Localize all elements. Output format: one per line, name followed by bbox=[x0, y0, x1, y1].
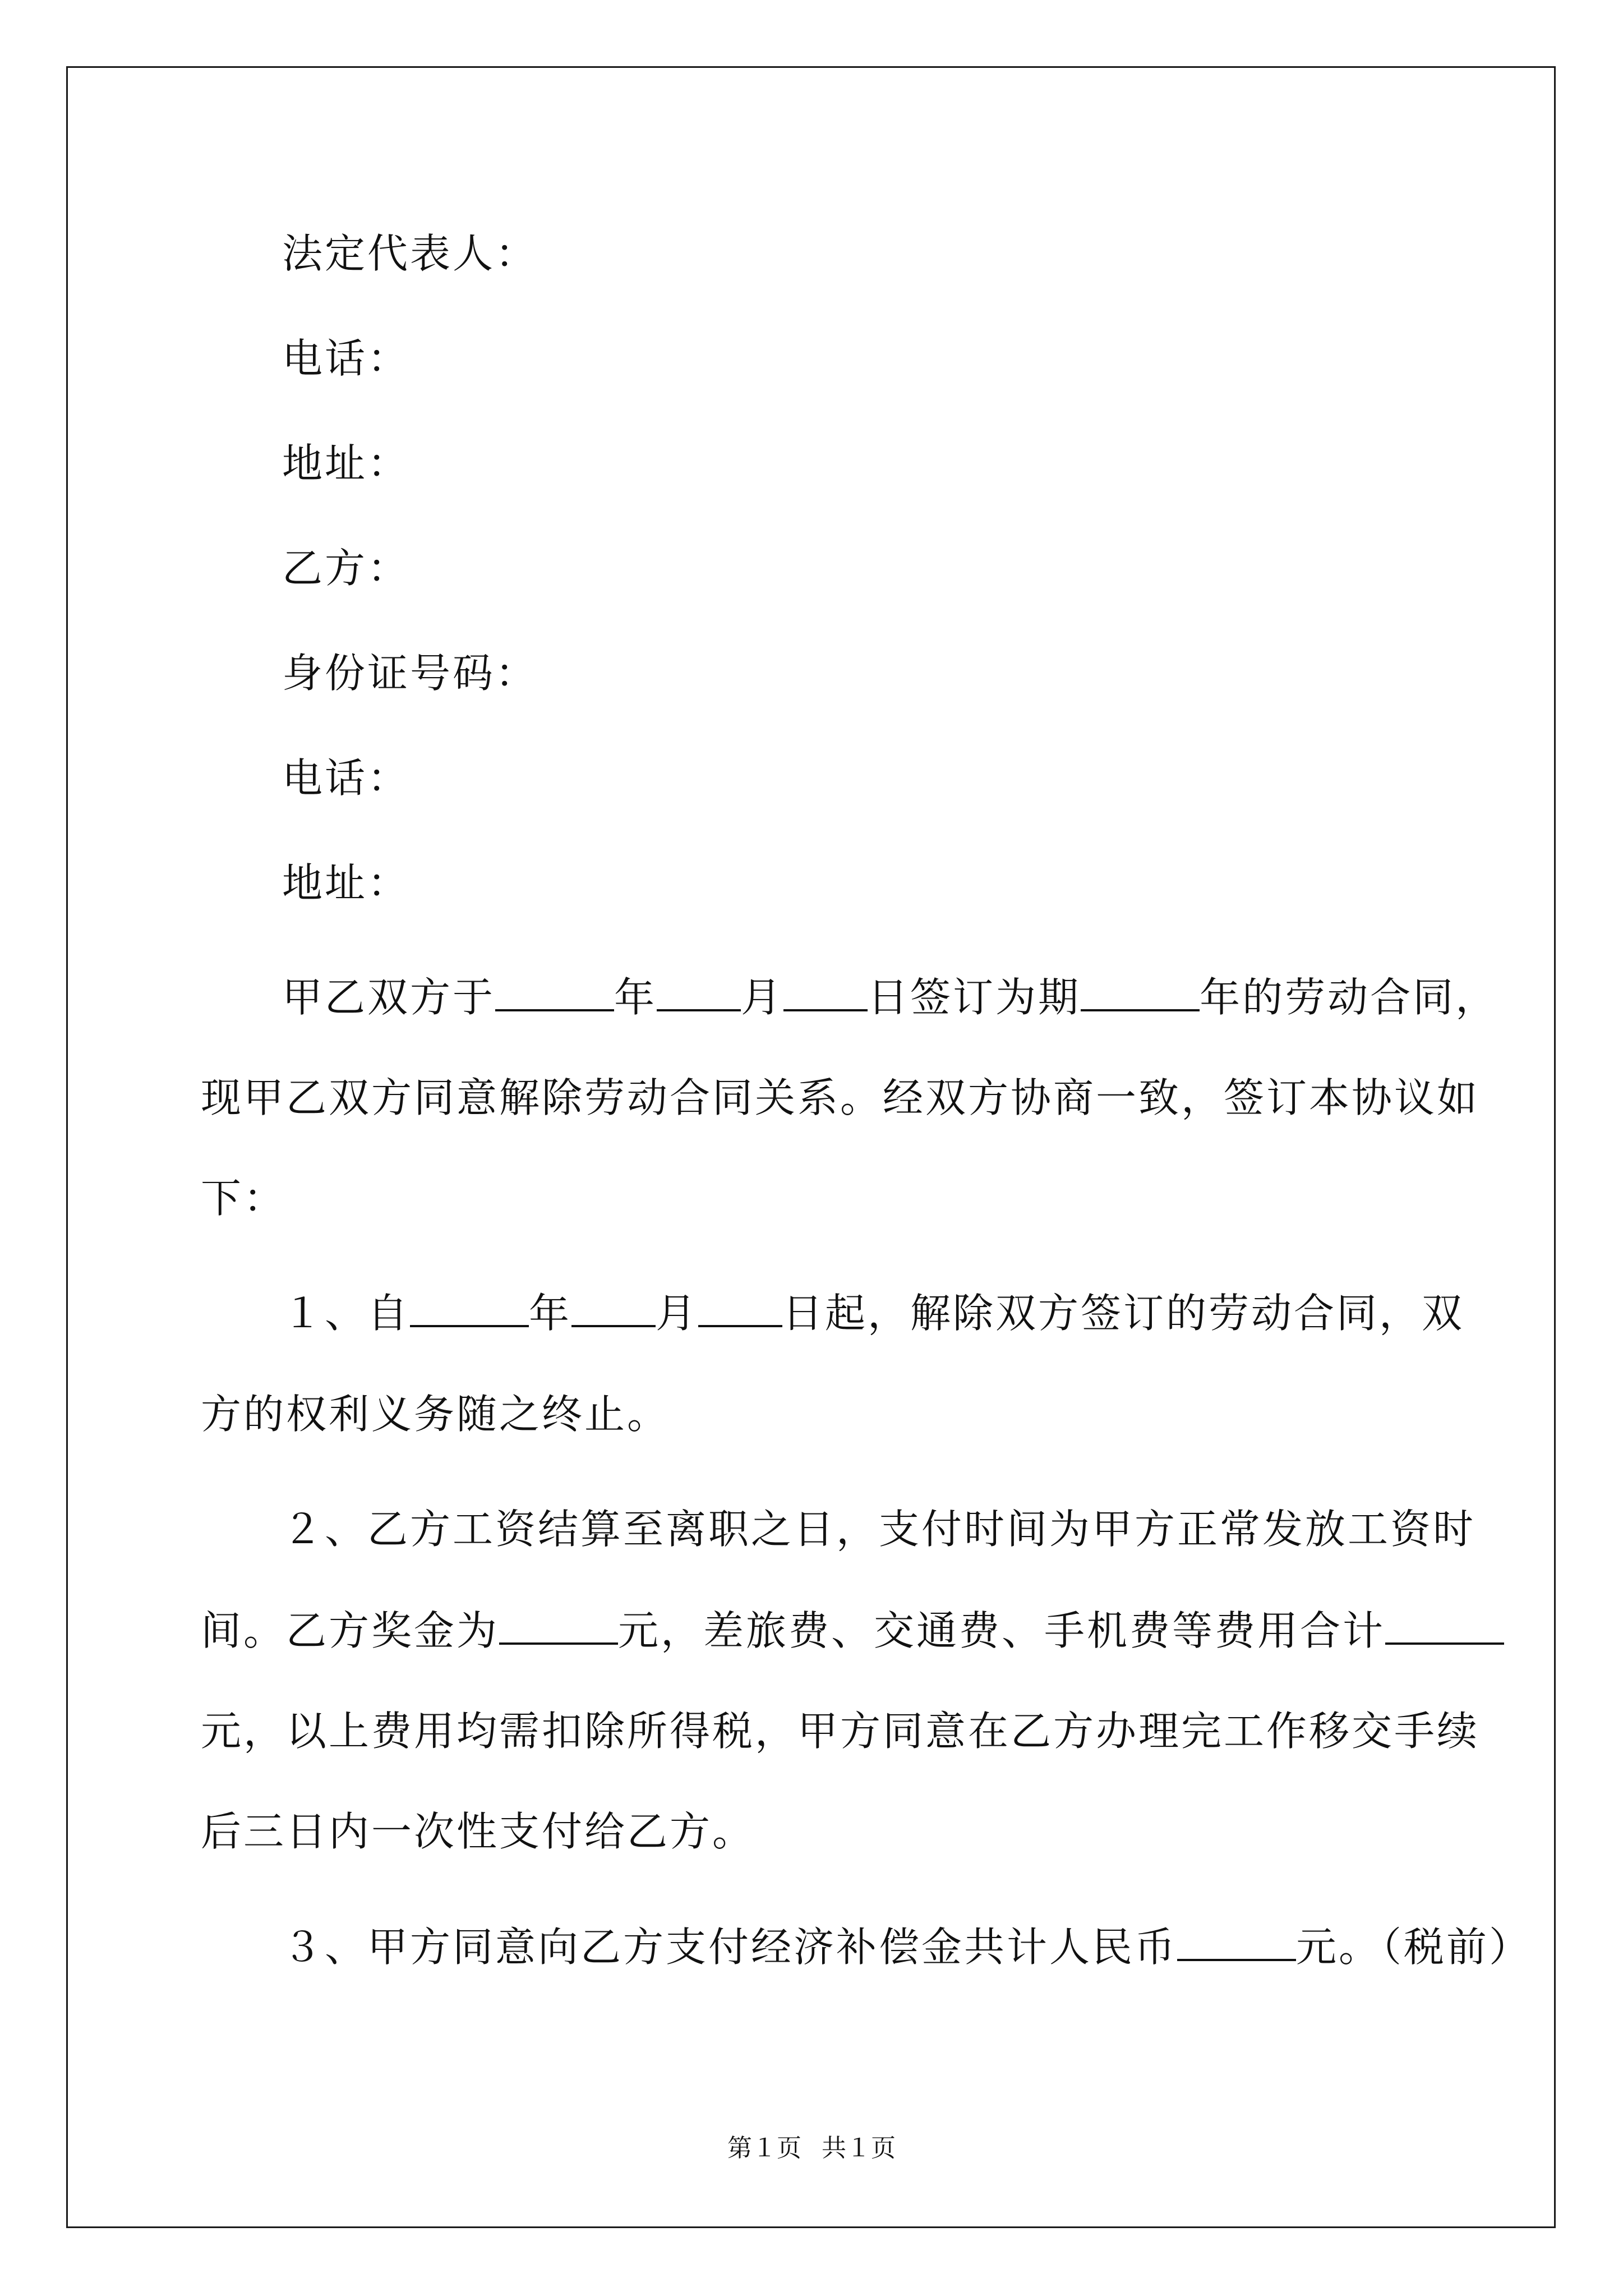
compensation-amount-blank[interactable] bbox=[1177, 1923, 1296, 1961]
intro-text-4: 日签订为期 bbox=[868, 974, 1081, 1021]
party-a-address-label: 地址： bbox=[282, 440, 411, 487]
clause-2-line-2 bbox=[201, 1605, 1504, 1656]
clause-1-line-1 bbox=[282, 1288, 1464, 1338]
intro-line-1 bbox=[282, 972, 1498, 1023]
intro-text-2: 年 bbox=[614, 974, 657, 1021]
party-b-label: 乙方： bbox=[282, 545, 411, 592]
clause-2-line-4: 后三日内一次性支付给乙方。 bbox=[201, 1808, 755, 1855]
clause-1-month-blank[interactable] bbox=[571, 1289, 656, 1327]
clause-1-text-2: 年 bbox=[529, 1290, 572, 1337]
clause-3-line-1 bbox=[282, 1922, 1532, 1972]
intro-text-3: 月 bbox=[741, 974, 784, 1021]
party-a-phone-label: 电话： bbox=[282, 335, 411, 382]
clause-1-year-blank[interactable] bbox=[410, 1289, 529, 1327]
bonus-amount-blank[interactable] bbox=[499, 1607, 618, 1645]
intro-text-5: 年的劳动合同， bbox=[1200, 974, 1498, 1021]
clause-1-line-2: 方的权利义务随之终止。 bbox=[201, 1391, 670, 1438]
term-years-blank[interactable] bbox=[1081, 973, 1200, 1011]
expenses-total-blank[interactable] bbox=[1385, 1607, 1504, 1645]
clause-2-text-1: 间。乙方奖金为 bbox=[201, 1607, 500, 1654]
month-blank[interactable] bbox=[657, 973, 741, 1011]
id-number-label: 身份证号码： bbox=[282, 650, 538, 697]
clause-1-text-3: 月 bbox=[656, 1290, 699, 1337]
clause-1-day-blank[interactable] bbox=[698, 1289, 782, 1327]
day-blank[interactable] bbox=[783, 973, 868, 1011]
legal-rep-label: 法定代表人： bbox=[282, 230, 538, 277]
clause-2-text-2: 元，差旅费、交通费、手机费等费用合计 bbox=[618, 1607, 1386, 1654]
clause-2-line-3: 元，以上费用均需扣除所得税，甲方同意在乙方办理完工作移交手续 bbox=[201, 1708, 1480, 1755]
intro-text-1: 甲乙双方于 bbox=[282, 974, 496, 1021]
year-blank[interactable] bbox=[495, 973, 614, 1011]
clause-2-line-1: ２、乙方工资结算至离职之日，支付时间为甲方正常发放工资时 bbox=[282, 1506, 1476, 1553]
page-footer bbox=[0, 2133, 1623, 2164]
page-border bbox=[66, 66, 1556, 2228]
party-b-phone-label: 电话： bbox=[282, 754, 411, 802]
clause-1-text-4: 日起，解除双方签订的劳动合同，双 bbox=[782, 1290, 1465, 1337]
clause-3-text-1: ３、甲方同意向乙方支付经济补偿金共计人民币 bbox=[282, 1924, 1178, 1971]
page-current: 第１页 bbox=[727, 2134, 801, 2162]
intro-line-2: 现甲乙双方同意解除劳动合同关系。经双方协商一致，签订本协议如 bbox=[201, 1074, 1480, 1121]
clause-3-text-2: 元。（税前） bbox=[1296, 1924, 1532, 1971]
clause-1-text-1: １、自 bbox=[282, 1290, 411, 1337]
intro-line-3: 下： bbox=[201, 1175, 287, 1222]
page-total: 共１页 bbox=[822, 2134, 896, 2162]
party-b-address-label: 地址： bbox=[282, 859, 411, 907]
